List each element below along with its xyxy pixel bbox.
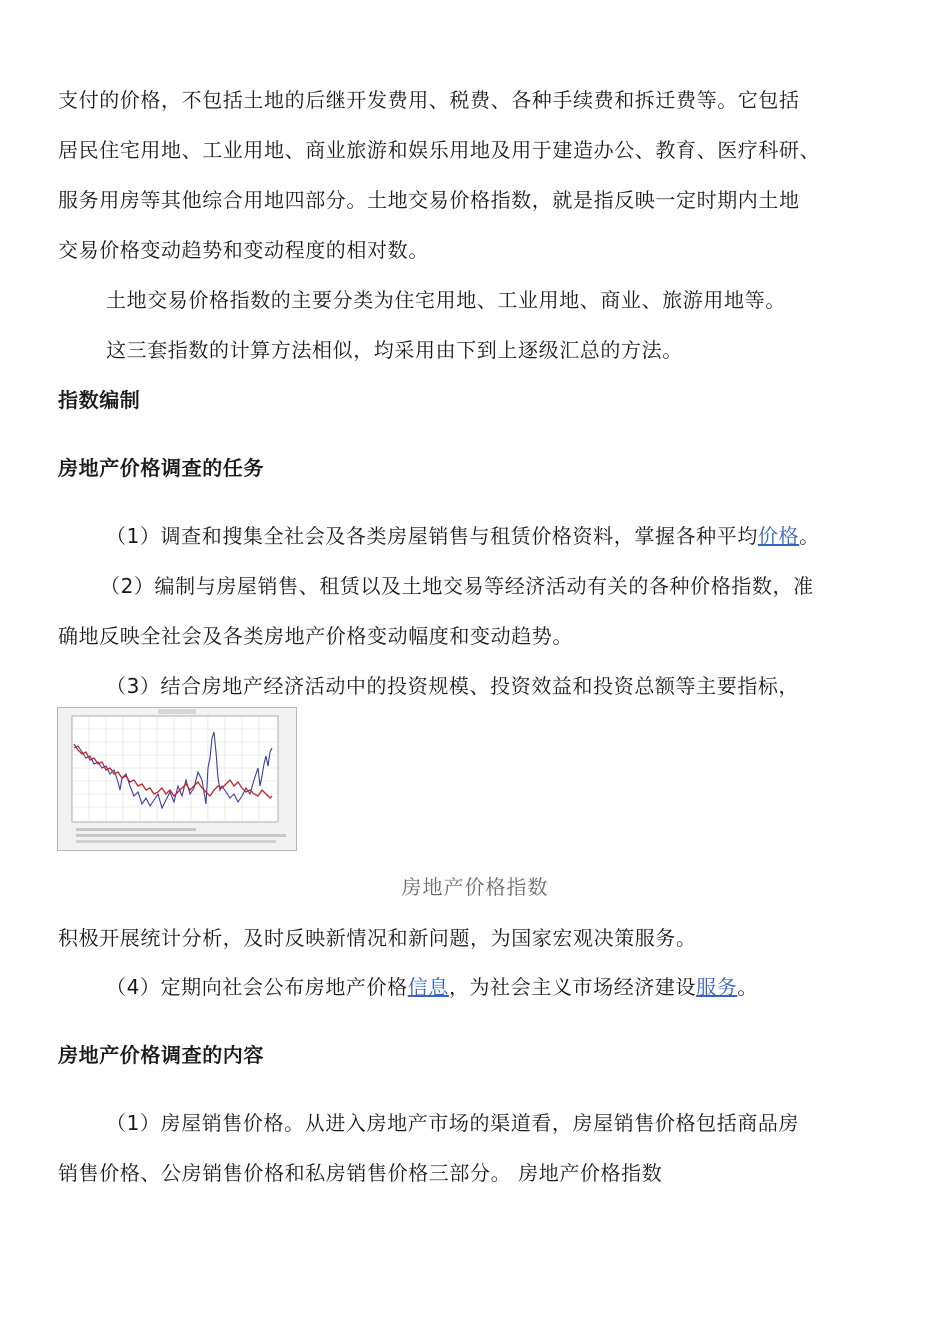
chart-thumbnail <box>58 708 296 850</box>
section-heading-survey-content: 房地产价格调查的内容 <box>58 1043 264 1067</box>
task-item-4 <box>106 973 758 1001</box>
content-item-1-line1: （1）房屋销售价格。从进入房地产市场的渠道看，房屋销售价格包括商品房 <box>106 1111 800 1135</box>
task-item-1 <box>106 522 820 550</box>
task-item-4-end: 。 <box>737 975 758 999</box>
task-item-2-line1: （2）编制与房屋销售、租赁以及土地交易等经济活动有关的各种价格指数，准 <box>100 574 814 598</box>
paragraph-line: 居民住宅用地、工业用地、商业旅游和娱乐用地及用于建造办公、教育、医疗科研、 <box>58 138 821 162</box>
content-item-1-line2: 销售价格、公房销售价格和私房销售价格三部分。 房地产价格指数 <box>58 1161 663 1185</box>
paragraph-line: 支付的价格，不包括土地的后继开发费用、税费、各种手续费和拆迁费等。它包括 <box>58 88 800 112</box>
price-link[interactable]: 价格 <box>757 524 800 548</box>
task-item-1-end: 。 <box>799 524 820 548</box>
task-item-4-text: （4）定期向社会公布房地产价格 <box>106 975 408 999</box>
price-index-chart-image <box>57 707 297 851</box>
paragraph-land-index-types: 土地交易价格指数的主要分类为住宅用地、工业用地、商业、旅游用地等。 <box>106 288 786 312</box>
task-item-1-text: （1）调查和搜集全社会及各类房屋销售与租赁价格资料，掌握各种平均 <box>106 524 758 548</box>
task-item-3-line2: 积极开展统计分析，及时反映新情况和新问题，为国家宏观决策服务。 <box>58 926 697 950</box>
section-heading-index-compilation: 指数编制 <box>58 388 141 412</box>
figure-caption: 房地产价格指数 <box>401 875 549 899</box>
task-item-4-mid: ，为社会主义市场经济建设 <box>448 975 697 999</box>
paragraph-calculation-method: 这三套指数的计算方法相似，均采用由下到上逐级汇总的方法。 <box>106 338 683 362</box>
task-item-3-line1: （3）结合房地产经济活动中的投资规模、投资效益和投资总额等主要指标， <box>106 674 800 698</box>
service-link[interactable]: 服务 <box>696 975 738 999</box>
paragraph-line: 交易价格变动趋势和变动程度的相对数。 <box>58 238 429 262</box>
section-heading-survey-tasks: 房地产价格调查的任务 <box>58 456 264 480</box>
information-link[interactable]: 信息 <box>407 975 449 999</box>
task-item-2-line2: 确地反映全社会及各类房地产价格变动幅度和变动趋势。 <box>58 624 573 648</box>
paragraph-line: 服务用房等其他综合用地四部分。土地交易价格指数，就是指反映一定时期内土地 <box>58 188 800 212</box>
